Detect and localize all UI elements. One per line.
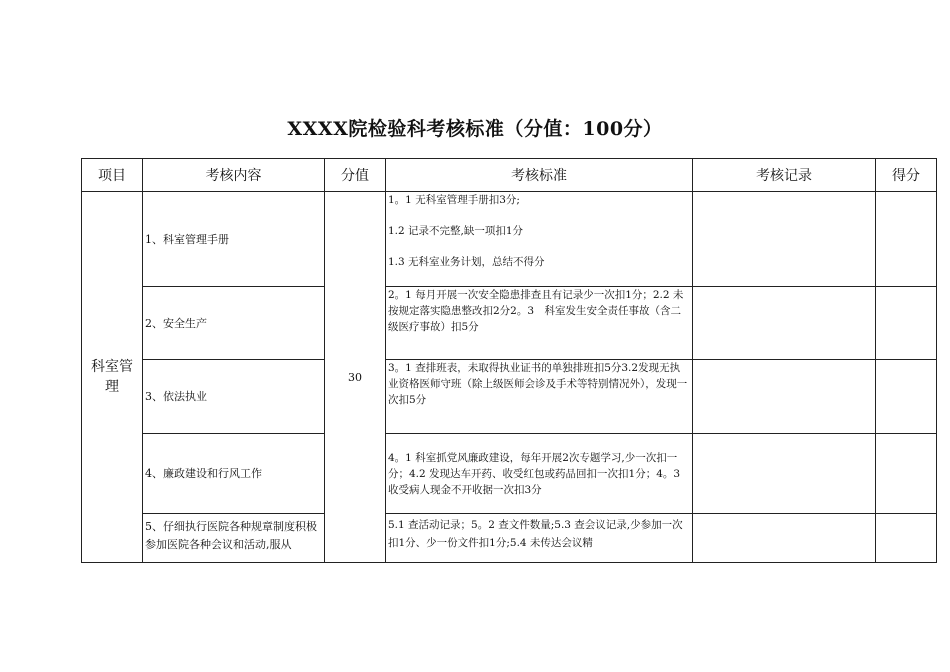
points-cell[interactable]: [876, 434, 937, 514]
content-cell: 1、科室管理手册: [143, 192, 325, 287]
content-cell: 3、依法执业: [143, 360, 325, 434]
standard-line: 1.2 记录不完整,缺一项扣1分: [388, 225, 524, 237]
header-points: 得分: [876, 159, 937, 192]
record-cell[interactable]: [693, 514, 876, 563]
table-header-row: [82, 159, 937, 192]
header-score: 分值: [325, 159, 386, 192]
points-cell[interactable]: [876, 192, 937, 287]
record-cell[interactable]: [693, 287, 876, 360]
table-row: [82, 192, 937, 287]
standard-cell: [386, 434, 693, 514]
header-record: 考核记录: [693, 159, 876, 192]
standard-cell: [386, 287, 693, 360]
standard-line: 2。1 每月开展一次安全隐患排查且有记录少一次扣1分；2.2 未按规定落实隐患整改扣2分2。3 科室发生安全责任事故（含二级医疗事故）扣5分: [388, 289, 684, 333]
standard-line: 1。1 无科室管理手册扣3分;: [388, 194, 520, 206]
document-title: XXXX院检验科考核标准（分值：100分）: [287, 118, 663, 140]
header-standard: 考核标准: [386, 159, 693, 192]
record-cell[interactable]: [693, 192, 876, 287]
assessment-table: [81, 158, 937, 563]
content-cell: 2、安全生产: [143, 287, 325, 360]
table-row: [82, 360, 937, 434]
table-row: [82, 287, 937, 360]
standard-line: 4。1 科室抓党风廉政建设，每年开展2次专题学习,少一次扣一分；4.2 发现达车开药、收受红包或药品回扣一次扣1分；4。3 收受病人现金不开收据一次扣3分: [388, 451, 681, 496]
content-cell: 5、仔细执行医院各种规章制度积极参加医院各种会议和活动,服从: [143, 514, 325, 563]
points-cell[interactable]: [876, 360, 937, 434]
standard-cell: [386, 360, 693, 434]
score-cell: 30: [325, 192, 386, 563]
standard-cell: [386, 514, 693, 563]
standard-line: 1.3 无科室业务计划，总结不得分: [388, 256, 545, 268]
table-row: [82, 434, 937, 514]
record-cell[interactable]: [693, 434, 876, 514]
content-cell: 4、廉政建设和行风工作: [143, 434, 325, 514]
header-content: 考核内容: [143, 159, 325, 192]
points-cell[interactable]: [876, 287, 937, 360]
category-cell: 科室管理: [82, 192, 143, 563]
standard-line: 5.1 查活动记录；5。2 查文件数量;5.3 查会议记录,少参加一次扣1分、少一份文件扣1分;5.4 未传达会议精: [388, 519, 683, 549]
table-row: [82, 514, 937, 563]
header-item: 项目: [82, 159, 143, 192]
standard-cell: [386, 192, 693, 287]
points-cell[interactable]: [876, 514, 937, 563]
standard-line: 3。1 查排班表，未取得执业证书的单独排班扣5分3.2发现无执业资格医师守班（除上级医师会诊及手术等特别情况外），发现一次扣5分: [388, 362, 688, 406]
record-cell[interactable]: [693, 360, 876, 434]
